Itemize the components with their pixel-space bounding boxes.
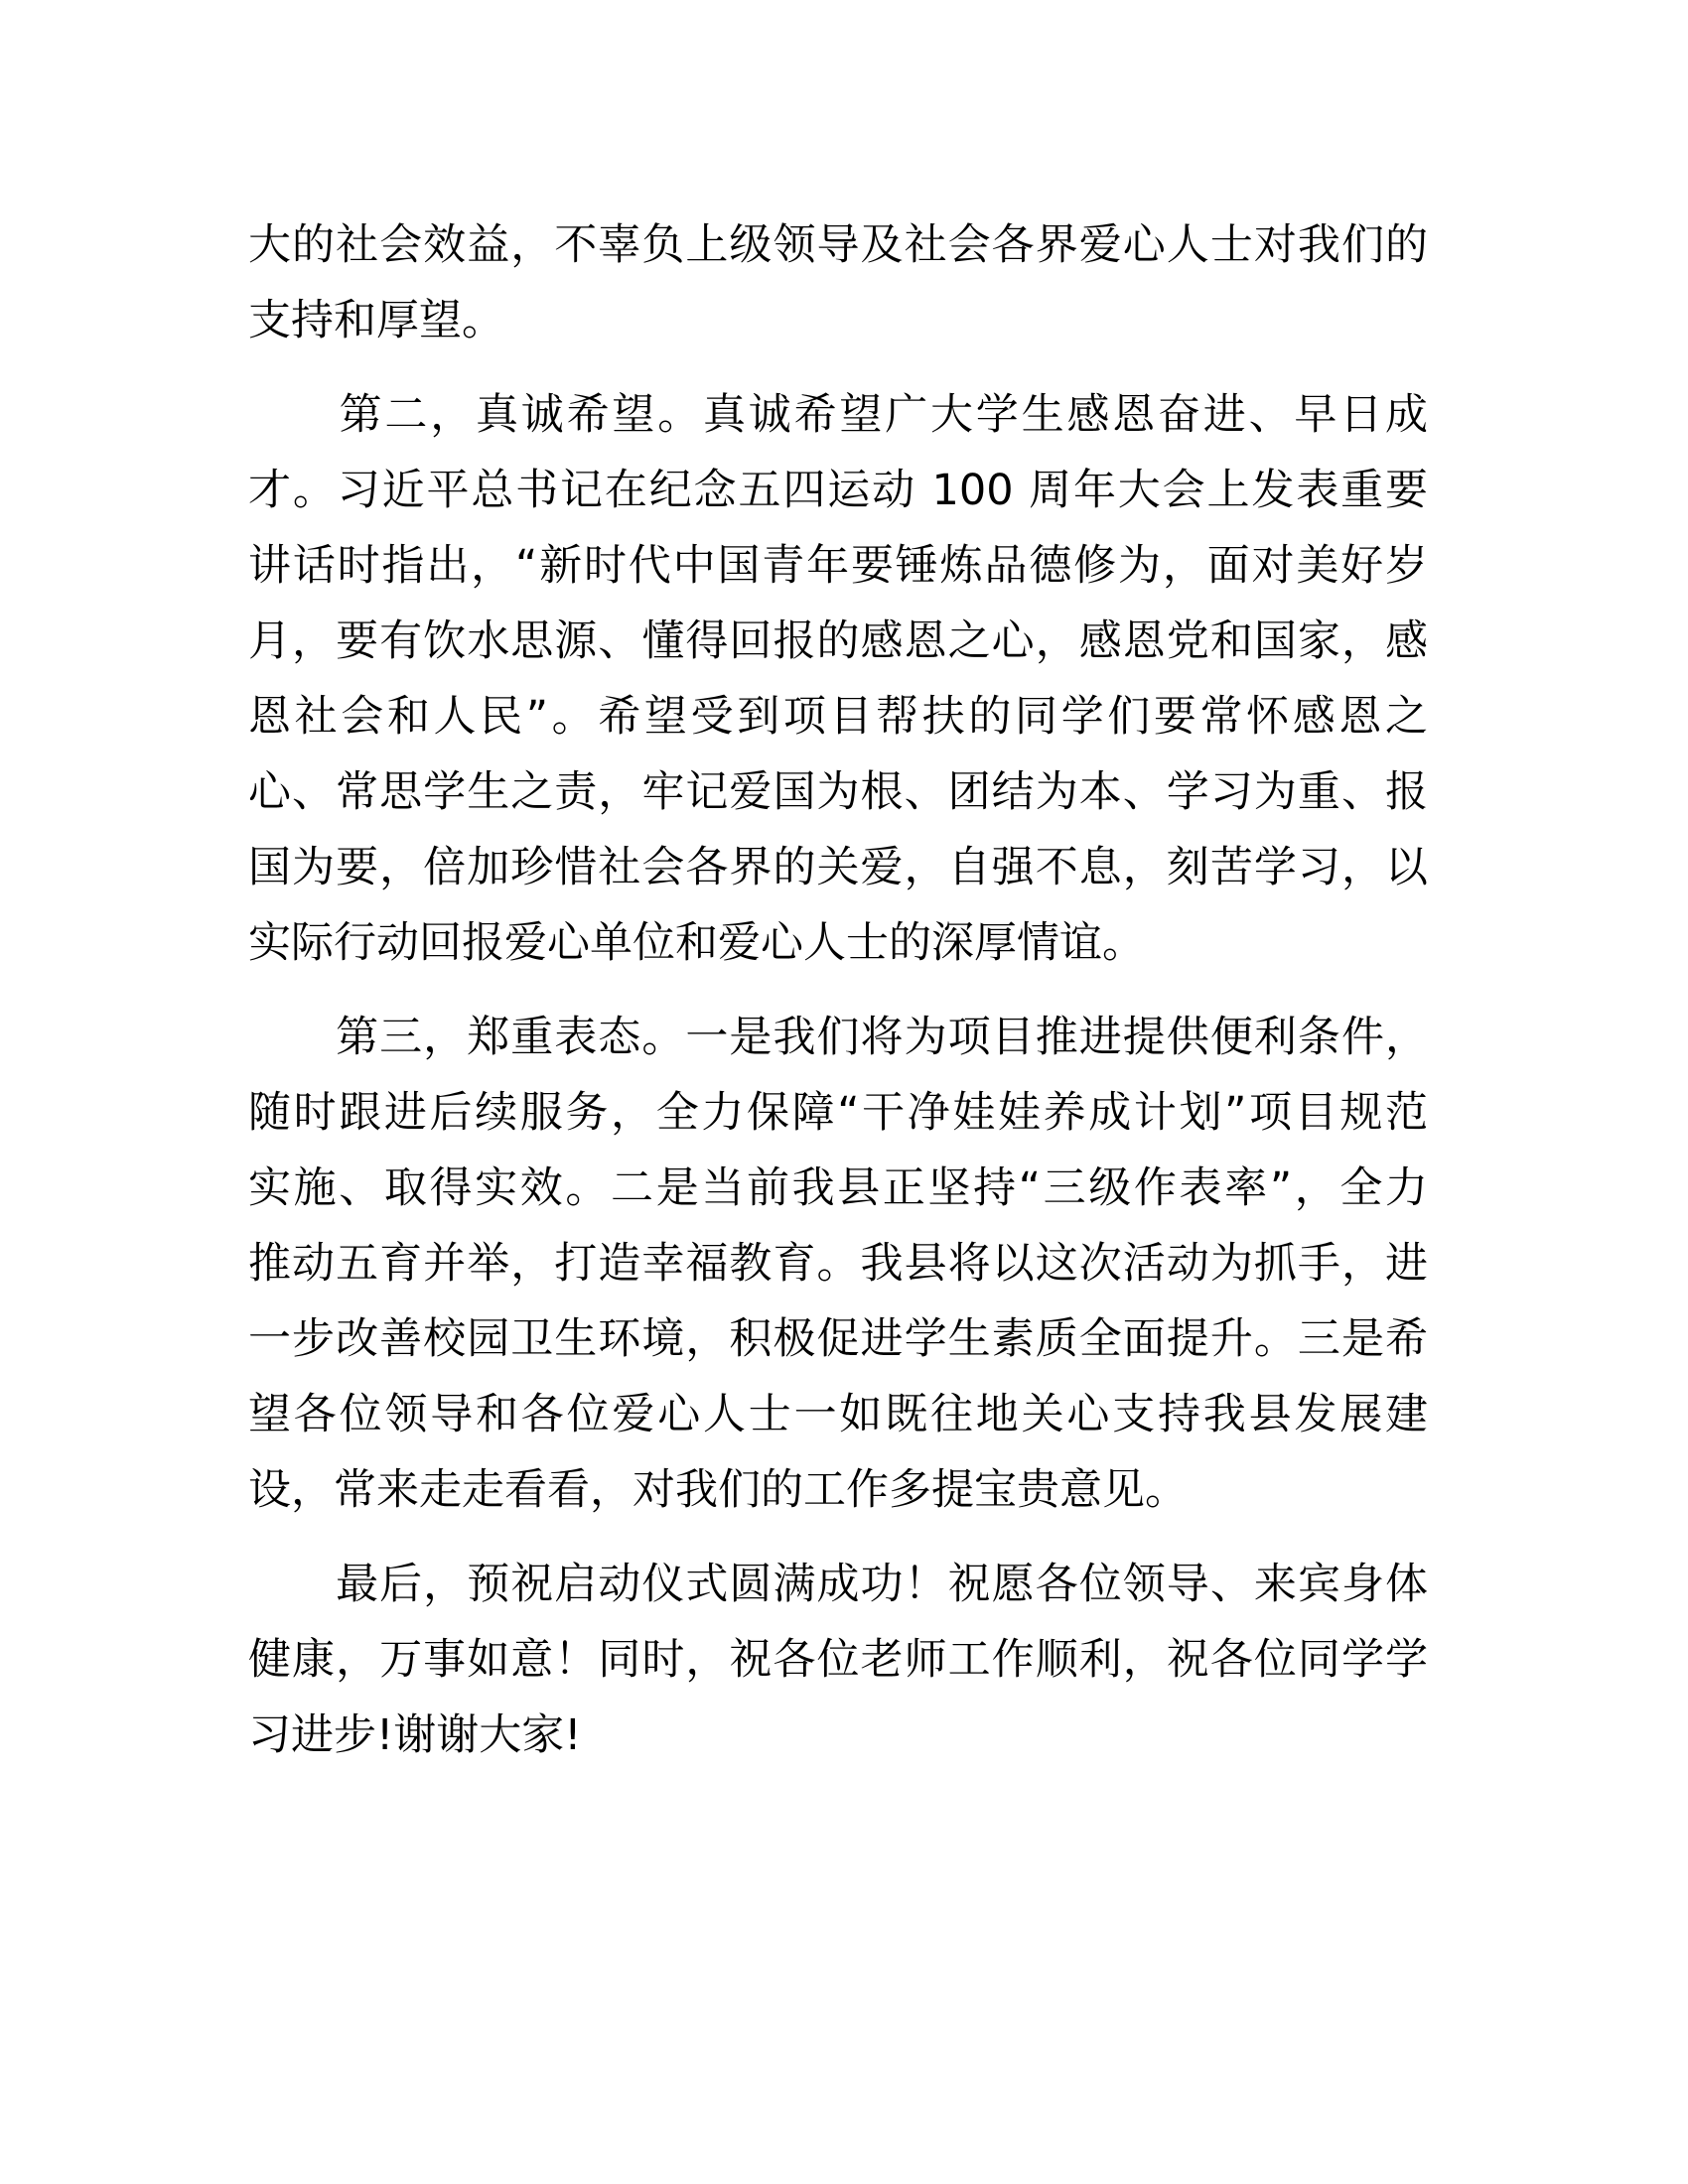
text-line: 第三，郑重表态。一是我们将为项目推进提供便利条件，	[248, 1013, 1428, 1062]
text-line: 讲话时指出，“新时代中国青年要锤炼品德修为，面对美好岁	[248, 541, 1428, 591]
text-line: 才。习近平总书记在纪念五四运动 100 周年大会上发表重要	[248, 466, 1428, 515]
paragraph	[248, 1547, 1428, 1773]
text-line: 随时跟进后续服务，全力保障“干净娃娃养成计划”项目规范	[248, 1088, 1428, 1138]
text-line: 最后，预祝启动仪式圆满成功！祝愿各位领导、来宾身体	[248, 1560, 1428, 1609]
paragraph	[248, 377, 1428, 981]
text-line: 习进步!谢谢大家!	[248, 1710, 582, 1760]
text-line: 国为要，倍加珍惜社会各界的关爱，自强不息，刻苦学习，以	[248, 843, 1428, 892]
text-line: 大的社会效益，不辜负上级领导及社会各界爱心人士对我们的	[248, 220, 1428, 270]
paragraph	[248, 207, 1428, 358]
text-line: 一步改善校园卫生环境，积极促进学生素质全面提升。三是希	[248, 1314, 1428, 1364]
text-line: 月，要有饮水思源、懂得回报的感恩之心，感恩党和国家，感	[248, 616, 1428, 666]
text-line: 设，常来走走看看，对我们的工作多提宝贵意见。	[248, 1465, 1188, 1515]
paragraph	[248, 1000, 1428, 1528]
text-line: 支持和厚望。	[248, 296, 504, 345]
text-line: 望各位领导和各位爱心人士一如既往地关心支持我县发展建	[248, 1390, 1428, 1439]
text-line: 恩社会和人民”。希望受到项目帮扶的同学们要常怀感恩之	[248, 692, 1428, 742]
text-line: 心、常思学生之责，牢记爱国为根、团结为本、学习为重、报	[248, 767, 1428, 817]
text-line: 第二，真诚希望。真诚希望广大学生感恩奋进、早日成	[248, 390, 1428, 440]
document-page	[248, 207, 1428, 1792]
text-line: 推动五育并举，打造幸福教育。我县将以这次活动为抓手，进	[248, 1239, 1428, 1289]
text-line: 实际行动回报爱心单位和爱心人士的深厚情谊。	[248, 918, 1145, 968]
text-line: 实施、取得实效。二是当前我县正坚持“三级作表率”，全力	[248, 1163, 1428, 1213]
text-line: 健康，万事如意！同时，祝各位老师工作顺利，祝各位同学学	[248, 1635, 1428, 1685]
